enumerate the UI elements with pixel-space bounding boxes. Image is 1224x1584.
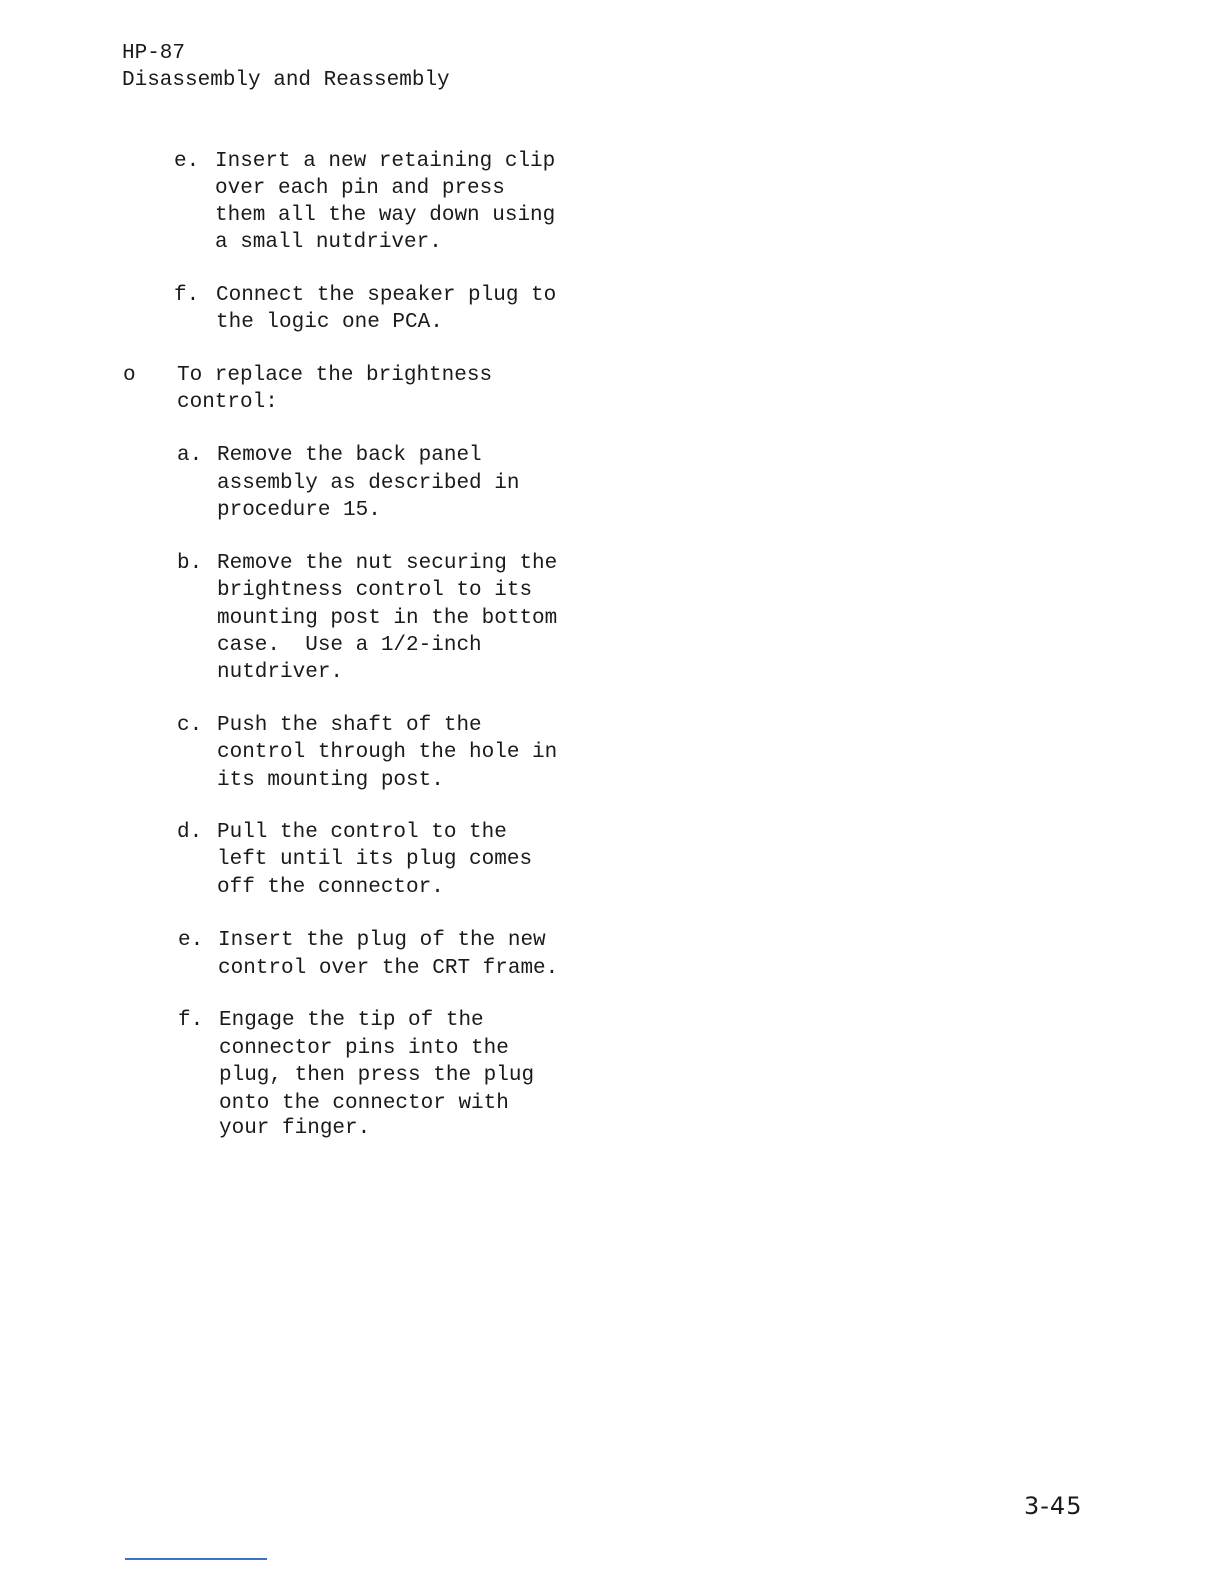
step-text-line: its mounting post. xyxy=(217,769,444,792)
step-marker: d. xyxy=(177,821,203,844)
step-text-line: mounting post in the bottom xyxy=(217,607,558,630)
step-marker: c. xyxy=(177,714,203,737)
step-text-line: left until its plug comes xyxy=(217,848,533,871)
step-text-line: case. Use a 1/2-inch xyxy=(217,634,482,657)
step-marker: f. xyxy=(174,284,200,307)
step-text-line: Engage the tip of the xyxy=(219,1009,484,1032)
step-text-line: Remove the back panel xyxy=(217,444,482,467)
step-text-line: Connect the speaker plug to xyxy=(216,284,557,307)
step-text-line: assembly as described in xyxy=(217,472,520,495)
step-text-line: the logic one PCA. xyxy=(216,311,443,334)
step-text-line: over each pin and press xyxy=(215,177,505,200)
section-text-line: control: xyxy=(177,391,278,414)
step-marker: f. xyxy=(178,1009,204,1032)
step-text-line: onto the connector with xyxy=(219,1092,509,1115)
page-header xyxy=(122,40,450,94)
footer-rule xyxy=(125,1558,267,1560)
section-title: Disassembly and Reassembly xyxy=(122,69,450,92)
bullet-marker: o xyxy=(123,364,136,387)
step-text-line: them all the way down using xyxy=(215,204,556,227)
step-text-line: control through the hole in xyxy=(217,741,558,764)
step-text-line: Push the shaft of the xyxy=(217,714,482,737)
step-marker: b. xyxy=(177,552,203,575)
step-text-line: Insert the plug of the new xyxy=(218,929,546,952)
section-text-line: To replace the brightness xyxy=(177,364,493,387)
step-text-line: brightness control to its xyxy=(217,579,533,602)
step-marker: e. xyxy=(178,929,204,952)
step-text-line: Pull the control to the xyxy=(217,821,507,844)
model-title: HP-87 xyxy=(122,42,186,65)
step-text-line: control over the CRT frame. xyxy=(218,957,559,980)
step-text-line: your finger. xyxy=(219,1117,371,1140)
step-text-line: nutdriver. xyxy=(217,661,344,684)
step-text-line: a small nutdriver. xyxy=(215,231,442,254)
step-text-line: connector pins into the xyxy=(219,1037,509,1060)
step-text-line: procedure 15. xyxy=(217,499,381,522)
step-text-line: plug, then press the plug xyxy=(219,1064,535,1087)
step-text-line: Insert a new retaining clip xyxy=(215,150,556,173)
step-text-line: Remove the nut securing the xyxy=(217,552,558,575)
step-marker: a. xyxy=(177,444,203,467)
step-text-line: off the connector. xyxy=(217,876,444,899)
page-number: 3-45 xyxy=(1024,1492,1083,1520)
step-marker: e. xyxy=(174,150,200,173)
